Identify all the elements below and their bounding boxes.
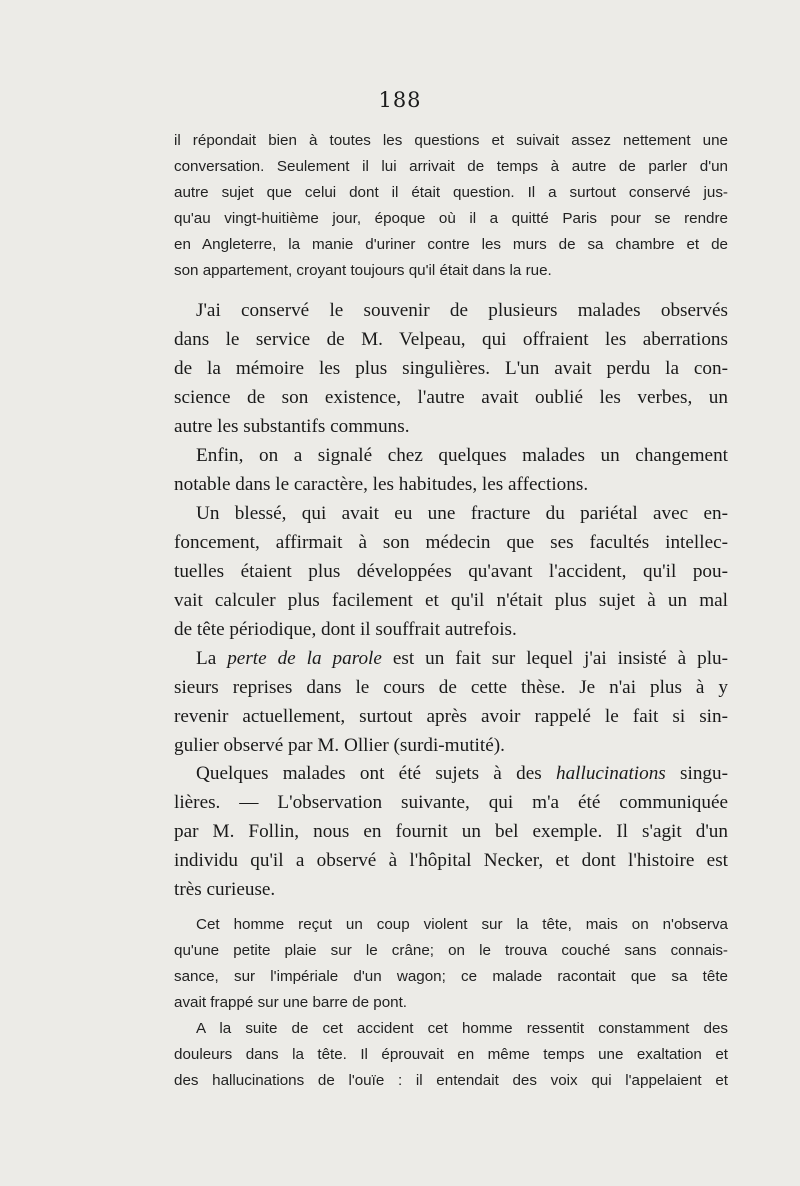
text-line: lières. — L'observation suivante, qui m'a été communiquée xyxy=(174,792,728,813)
text-line: de la mémoire les plus singulières. L'un avait perdu la con- xyxy=(174,358,728,379)
paragraph-7 xyxy=(174,912,728,1016)
text-line: gulier observé par M. Ollier (surdi-mutité). xyxy=(174,735,505,756)
text-line xyxy=(174,759,728,788)
text-line: Cet homme reçut un coup violent sur la tête, mais on n'observa xyxy=(196,916,728,933)
text-line: tuelles étaient plus développées qu'avant l'accident, qu'il pou- xyxy=(174,561,728,582)
text-line: notable dans le caractère, les habitudes, les affections. xyxy=(174,474,589,495)
text-line: par M. Follin, nous en fournit un bel exemple. Il s'agit d'un xyxy=(174,821,728,842)
text-line: sieurs reprises dans le cours de cette thèse. Je n'ai plus à y xyxy=(174,677,728,698)
text-line: très curieuse. xyxy=(174,879,276,900)
text-line: individu qu'il a observé à l'hôpital Necker, et dont l'histoire est xyxy=(174,850,728,871)
text-line: revenir actuellement, surtout après avoir rappelé le fait si sin- xyxy=(174,706,728,727)
text-run: est un fait sur lequel j'ai insisté à plu- xyxy=(381,648,728,669)
text-line: de tête périodique, dont il souffrait autrefois. xyxy=(174,619,517,640)
italic-phrase: hallucinations xyxy=(555,763,666,784)
text-line: avait frappé sur une barre de pont. xyxy=(174,994,408,1011)
text-line: J'ai conservé le souvenir de plusieurs malades observés xyxy=(196,300,728,321)
text-line: sance, sur l'impériale d'un wagon; ce malade racontait que sa tête xyxy=(174,968,728,985)
paragraph-8 xyxy=(174,1016,728,1094)
paragraph-5 xyxy=(174,644,728,760)
text-line: vait calculer plus facilement et qu'il n'était plus sujet à un mal xyxy=(174,590,728,611)
text-line: en Angleterre, la manie d'uriner contre les murs de sa chambre et de xyxy=(174,236,728,253)
italic-phrase: perte de la parole xyxy=(227,648,382,669)
paragraph-6 xyxy=(174,759,728,904)
text-line: Enfin, on a signalé chez quelques malades un changement xyxy=(196,445,728,466)
paragraph-4 xyxy=(174,499,728,644)
text-run: singu- xyxy=(665,763,728,784)
text-line: son appartement, croyant toujours qu'il était dans la rue. xyxy=(174,262,552,279)
text-line: autre sujet que celui dont il était question. Il a surtout conservé jus- xyxy=(174,184,728,201)
text-line: Un blessé, qui avait eu une fracture du pariétal avec en- xyxy=(196,503,728,524)
text-line xyxy=(174,644,728,673)
paragraph-3 xyxy=(174,441,728,499)
paragraph-2 xyxy=(174,296,728,441)
text-line: autre les substantifs communs. xyxy=(174,416,410,437)
text-line: science de son existence, l'autre avait oublié les verbes, un xyxy=(174,387,728,408)
text-line: douleurs dans la tête. Il éprouvait en même temps une exaltation et xyxy=(174,1046,728,1063)
text-line: qu'au vingt-huitième jour, époque où il a quitté Paris pour se rendre xyxy=(174,210,728,227)
text-line: qu'une petite plaie sur le crâne; on le trouva couché sans connais- xyxy=(174,942,728,959)
text-run: Quelques malades ont été sujets à des xyxy=(196,763,556,784)
text-line: des hallucinations de l'ouïe : il entendait des voix qui l'appelaient et xyxy=(174,1072,728,1089)
paragraph-1 xyxy=(174,128,728,284)
text-run: La xyxy=(196,648,228,669)
text-line: dans le service de M. Velpeau, qui offraient les aberrations xyxy=(174,329,728,350)
text-line: conversation. Seulement il lui arrivait de temps à autre de parler d'un xyxy=(174,158,728,175)
text-line: il répondait bien à toutes les questions et suivait assez nettement une xyxy=(174,132,728,149)
text-line: foncement, affirmait à son médecin que ses facultés intellec- xyxy=(174,532,728,553)
text-line: A la suite de cet accident cet homme ressentit constamment des xyxy=(196,1020,728,1037)
page-number: 188 xyxy=(378,88,422,112)
